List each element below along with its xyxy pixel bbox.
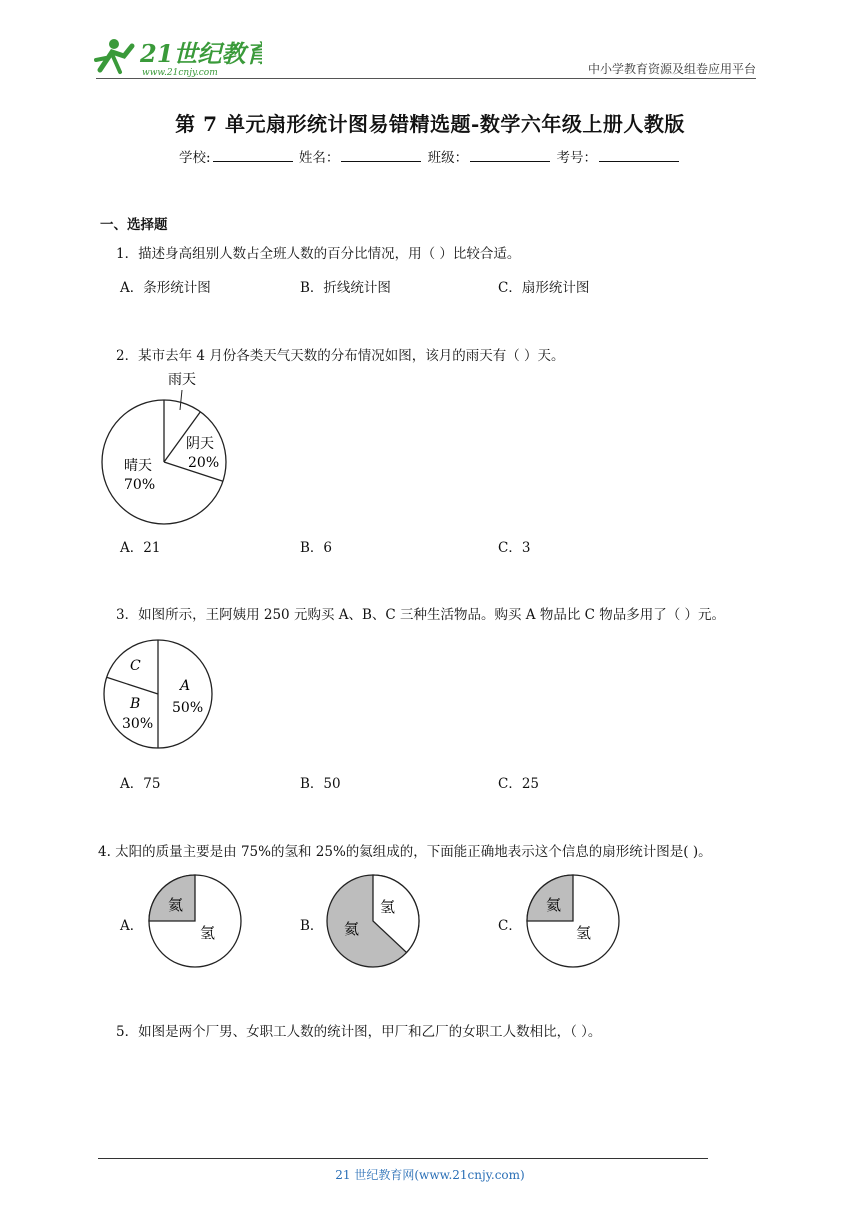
logo-text: 21世纪教育 [140,39,262,68]
q4-pie-c [524,872,622,974]
q1-option-b: B．折线统计图 [300,280,391,296]
question-3-text: 3．如图所示，王阿姨用 250 元购买 A、B、C 三种生活物品。购买 A 物品比 C 物品多用了（ ）元。 [116,607,726,623]
exam-no-blank [599,147,679,162]
q3-label-a-pct: 50% [172,700,204,716]
q4c-label-large: 氢 [576,924,592,942]
q2-pie-chart [96,364,236,530]
question-2-text: 2．某市去年 4 月份各类天气天数的分布情况如图，该月的雨天有（ ）天。 [116,348,565,364]
question-4-text: 4. 太阳的质量主要是由 75%的氢和 25%的氦组成的，下面能正确地表示这个信息的扇形统计图是( )。 [98,844,712,860]
q3-label-a: A [180,678,191,694]
exam-no-label: 考号： [556,150,597,166]
q2-option-b: B．6 [300,540,333,556]
q3-label-b-pct: 30% [122,716,154,732]
q2-label-cloudy-pct: 20% [188,455,220,471]
q4-option-b: B． [300,918,324,934]
school-label: 学校: [179,150,211,166]
info-fields [0,146,860,166]
q4a-label-large: 氢 [200,924,216,942]
school-blank [213,147,293,162]
q3-option-b: B．50 [300,776,341,792]
q3-label-c: C [130,658,141,674]
q4-pie-b [324,872,422,974]
class-blank [470,147,550,162]
q1-option-a: A．条形统计图 [120,280,211,296]
question-5-text: 5．如图是两个厂男、女职工人数的统计图，甲厂和乙厂的女职工人数相比，（ ）。 [116,1024,602,1040]
q2-label-cloudy: 阴天 [186,436,214,452]
q4c-label-small: 氦 [546,896,562,914]
page-title: 第 7 单元扇形统计图易错精选题-数学六年级上册人教版 [175,112,685,136]
q1-option-c: C．扇形统计图 [498,280,590,296]
q4-option-c: C． [498,918,522,934]
q2-option-a: A．21 [120,540,161,556]
q4b-label-gray: 氦 [344,920,360,938]
q3-option-a: A．75 [120,776,161,792]
q3-pie-chart [100,636,216,758]
question-1-text: 1．描述身高组别人数占全班人数的百分比情况，用（ ）比较合适。 [116,246,521,262]
logo [92,30,262,80]
footer-text[interactable]: 21 世纪教育网(www.21cnjy.com) [335,1168,525,1182]
q2-label-rain: 雨天 [168,372,196,388]
q4-option-a: A． [120,918,144,934]
q2-label-sunny-pct: 70% [124,477,156,493]
class-label: 班级： [427,150,469,166]
header-divider [96,78,756,79]
logo-graphic [92,30,262,80]
q4a-label-small: 氦 [168,896,184,914]
q3-option-c: C．25 [498,776,540,792]
q4-pie-a [146,872,244,974]
q3-label-b: B [130,696,141,712]
name-blank [341,147,421,162]
logo-url: www.21cnjy.com [142,68,218,78]
q2-label-sunny: 晴天 [124,458,152,474]
footer-divider [98,1158,708,1159]
name-label: 姓名： [298,150,340,166]
q4b-label-white: 氢 [380,898,396,916]
header-tagline: 中小学教育资源及组卷应用平台 [587,62,756,76]
section-title: 一、选择题 [100,217,168,233]
q2-option-c: C．3 [498,540,531,556]
